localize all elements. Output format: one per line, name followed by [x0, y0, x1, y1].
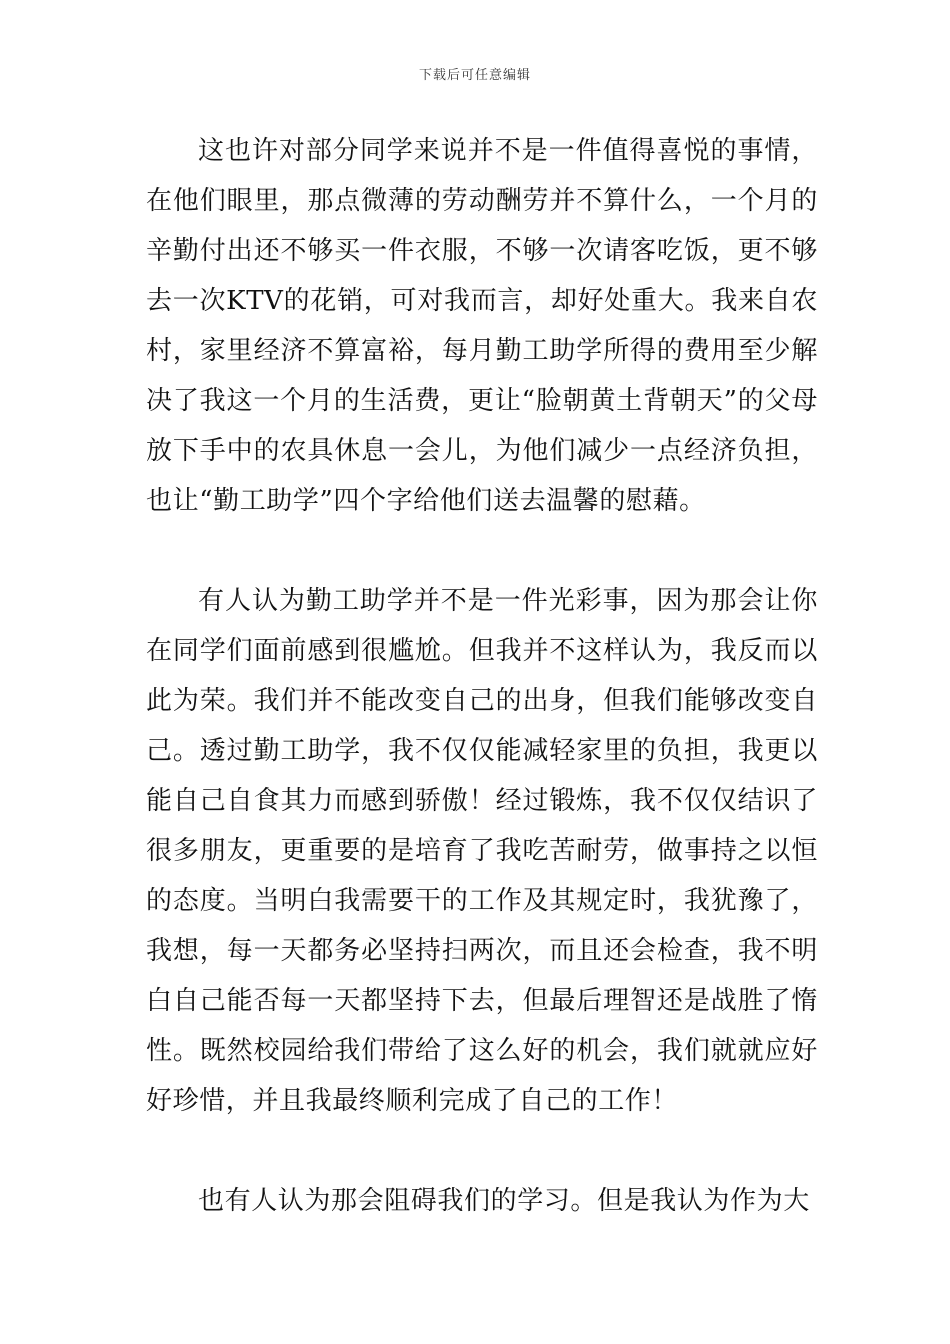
- page-header: 下载后可任意编辑: [418, 68, 531, 83]
- paragraph-3: 也有人认为那会阻碍我们的学习。但是我认为作为大: [198, 1186, 810, 1216]
- paragraph-1: 这也许对部分同学来说并不是一件值得喜悦的事情，在他们眼里，那点微薄的劳动酬劳并不算什么，一个月的辛勤付出还不够买一件衣服，不够一次请客吃饭，更不够去一次KTV的花销，可对我而言，却好处重大。我来自农村，家里经济不算富裕，每月勤工助学所得的费用至少解决了我这一个月的生活费，更让“脸朝黄土背朝天”的父母放下手中的农具休息一会儿，为他们减少一点经济负担，也让“勤工助学”四个字给他们送去温馨的慰藉。: [146, 136, 818, 516]
- paragraph-2: 有人认为勤工助学并不是一件光彩事，因为那会让你在同学们面前感到很尴尬。但我并不这样认为，我反而以此为荣。我们并不能改变自己的出身，但我们能够改变自己。透过勤工助学，我不仅仅能减轻家里的负担，我更以能自己自食其力而感到骄傲！经过锻炼，我不仅仅结识了很多朋友，更重要的是培育了我吃苦耐劳，做事持之以恒的态度。当明白我需要干的工作及其规定时，我犹豫了，我想，每一天都务必坚持扫两次，而且还会检查，我不明白自己能否每一天都坚持下去，但最后理智还是战胜了惰性。既然校园给我们带给了这么好的机会，我们就就应好好珍惜，并且我最终顺利完成了自己的工作！: [146, 586, 818, 1116]
- document-body: [146, 126, 818, 1226]
